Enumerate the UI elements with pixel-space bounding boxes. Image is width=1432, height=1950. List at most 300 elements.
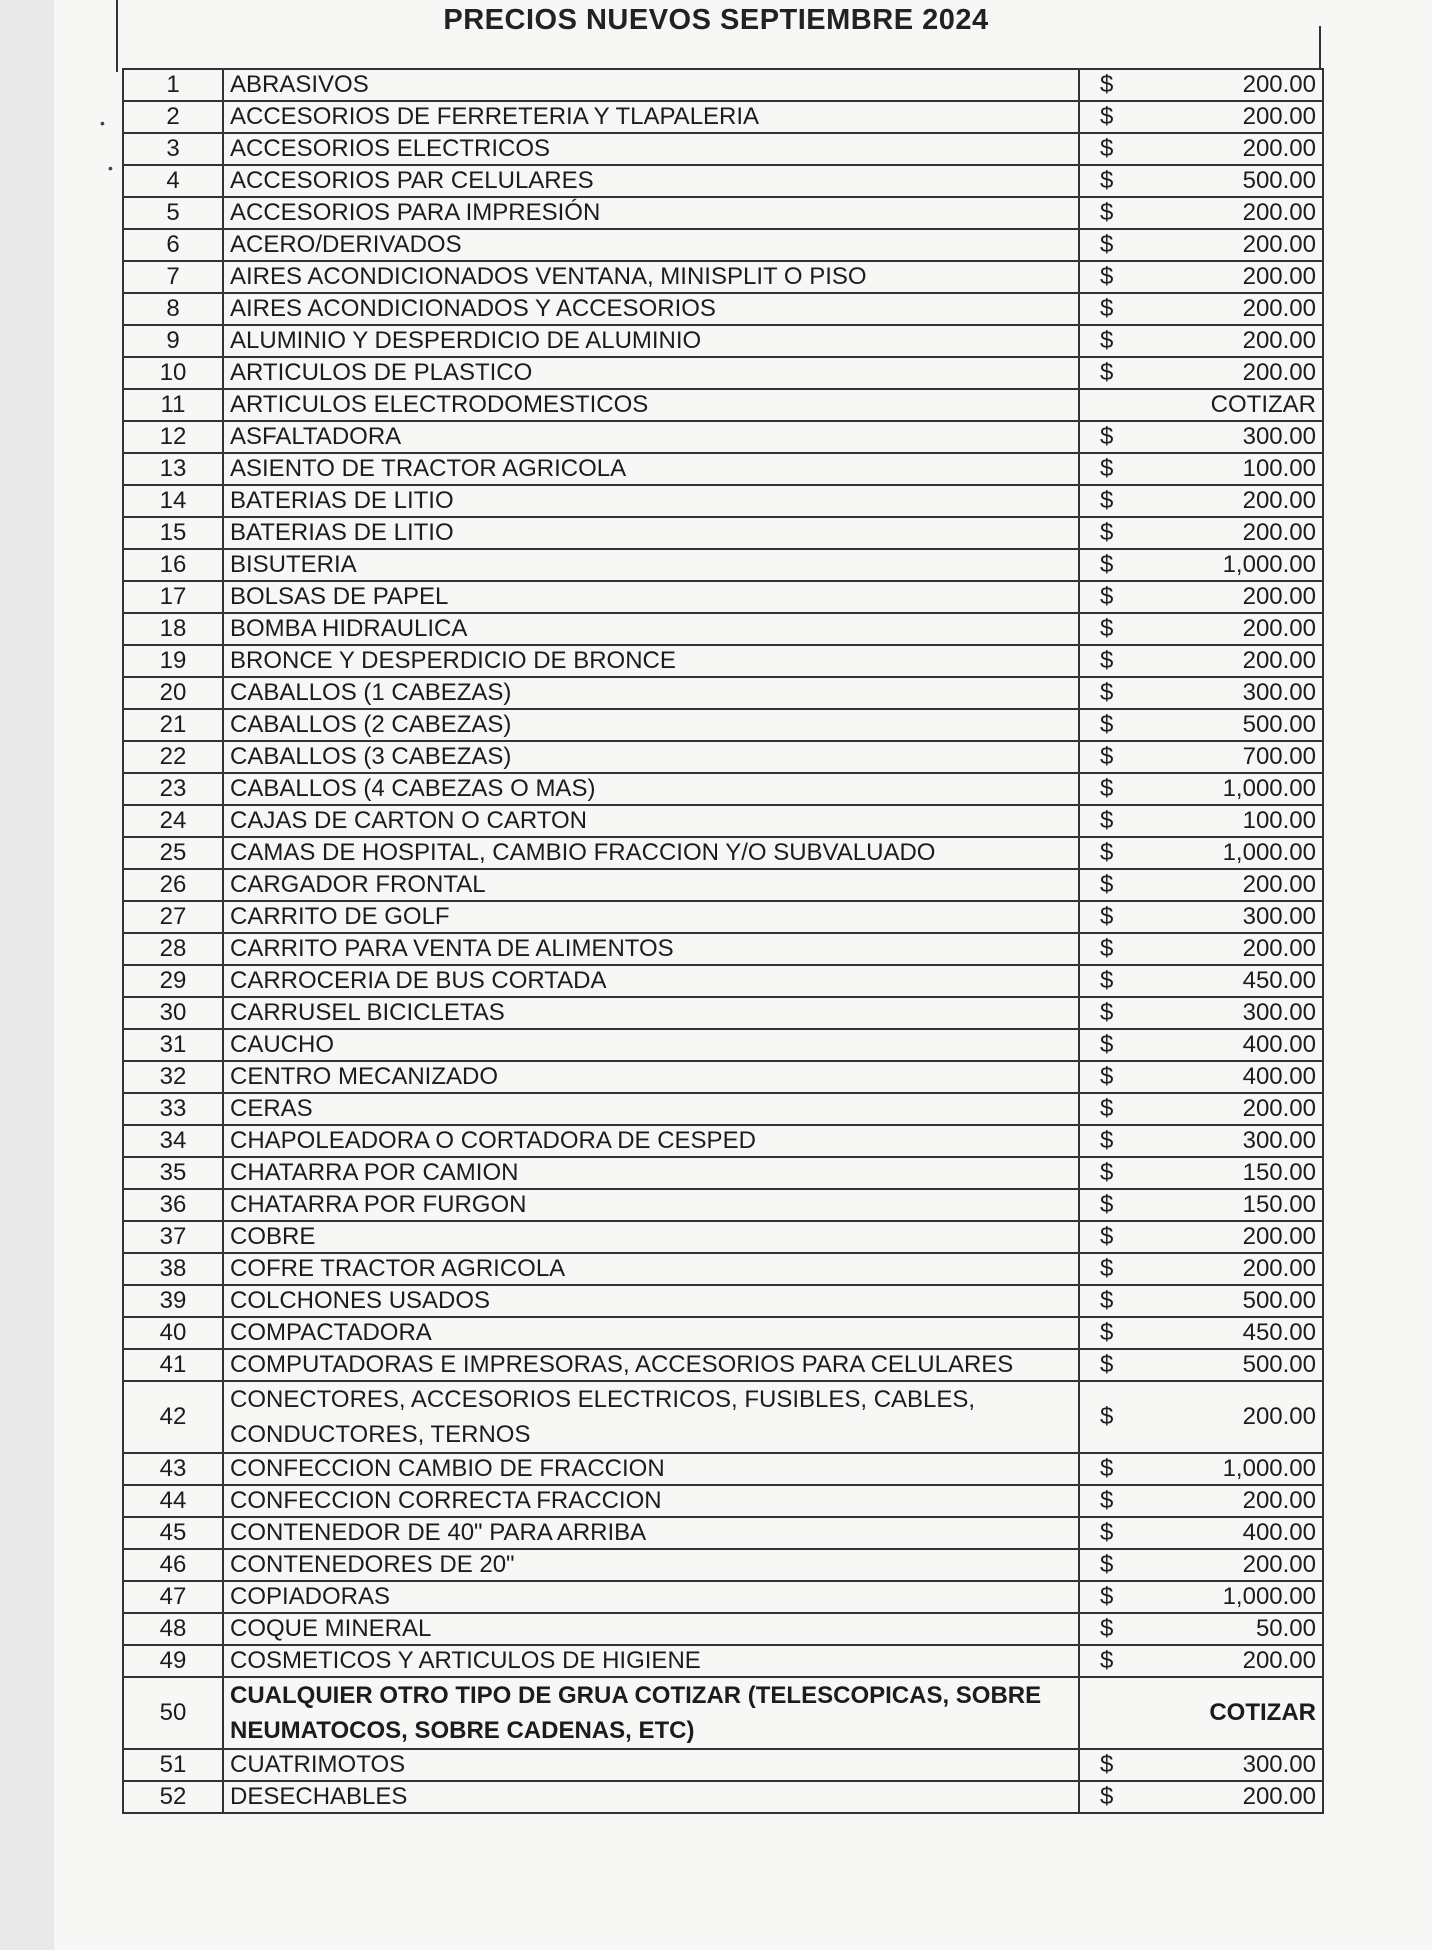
item-price: 1,000.00 [1222,1583,1316,1610]
table-row [123,1093,1323,1125]
item-price-cell [1079,645,1323,677]
right-rule [1319,26,1321,70]
item-price: 300.00 [1242,679,1316,706]
item-description: CAMAS DE HOSPITAL, CAMBIO FRACCION Y/O SUBVALUADO [223,837,1079,869]
currency-symbol: $ [1100,647,1114,674]
price-table [122,68,1324,1814]
item-price-cell [1079,197,1323,229]
currency-symbol: $ [1100,1191,1114,1218]
item-description: COQUE MINERAL [223,1613,1079,1645]
row-number: 34 [123,1125,223,1157]
item-price-cell [1079,325,1323,357]
item-price: 200.00 [1242,935,1316,962]
item-price-cell [1079,1157,1323,1189]
currency-symbol: $ [1100,295,1114,322]
currency-symbol: $ [1100,71,1114,98]
table-row [123,1253,1323,1285]
table-row [123,229,1323,261]
page-title: PRECIOS NUEVOS SEPTIEMBRE 2024 [443,4,989,36]
item-price: 300.00 [1242,903,1316,930]
item-price-cell [1079,1029,1323,1061]
table-row [123,1485,1323,1517]
row-number: 1 [123,69,223,101]
item-price: 200.00 [1242,647,1316,674]
item-price: COTIZAR [1210,391,1316,418]
table-row [123,293,1323,325]
table-row [123,837,1323,869]
table-row [123,1349,1323,1381]
currency-symbol: $ [1100,679,1114,706]
currency-symbol: $ [1100,903,1114,930]
item-description: COMPACTADORA [223,1317,1079,1349]
row-number: 51 [123,1749,223,1781]
item-price-cell [1079,1485,1323,1517]
currency-symbol: $ [1100,1647,1114,1674]
table-row [123,1749,1323,1781]
item-price-cell [1079,453,1323,485]
item-price-cell [1079,613,1323,645]
item-description: ALUMINIO Y DESPERDICIO DE ALUMINIO [223,325,1079,357]
item-price: 200.00 [1242,295,1316,322]
table-row [123,1125,1323,1157]
row-number: 16 [123,549,223,581]
item-price-cell [1079,357,1323,389]
item-price-cell [1079,1381,1323,1453]
row-number: 13 [123,453,223,485]
table-row [123,69,1323,101]
row-number: 39 [123,1285,223,1317]
row-number: 40 [123,1317,223,1349]
table-row [123,1549,1323,1581]
item-description: ACCESORIOS PAR CELULARES [223,165,1079,197]
table-row [123,325,1323,357]
item-description: CHATARRA POR FURGON [223,1189,1079,1221]
row-number: 30 [123,997,223,1029]
currency-symbol: $ [1100,423,1114,450]
row-number: 45 [123,1517,223,1549]
price-table-body [123,69,1323,1813]
currency-symbol: $ [1100,775,1114,802]
row-number: 20 [123,677,223,709]
currency-symbol: $ [1100,1751,1114,1778]
item-description: ASIENTO DE TRACTOR AGRICOLA [223,453,1079,485]
table-row [123,165,1323,197]
table-row [123,805,1323,837]
row-number: 17 [123,581,223,613]
currency-symbol: $ [1100,359,1114,386]
item-description: ACCESORIOS DE FERRETERIA Y TLAPALERIA [223,101,1079,133]
item-description: ACCESORIOS PARA IMPRESIÓN [223,197,1079,229]
item-price: 200.00 [1242,519,1316,546]
item-description: COLCHONES USADOS [223,1285,1079,1317]
row-number: 10 [123,357,223,389]
item-price: 300.00 [1242,1127,1316,1154]
table-row [123,1029,1323,1061]
item-price: 200.00 [1242,1223,1316,1250]
scan-speck: • [108,160,113,176]
item-price: 200.00 [1242,1551,1316,1578]
table-row [123,261,1323,293]
item-description: CUATRIMOTOS [223,1749,1079,1781]
row-number: 38 [123,1253,223,1285]
item-price: 300.00 [1242,1751,1316,1778]
item-description: CARGADOR FRONTAL [223,869,1079,901]
row-number: 23 [123,773,223,805]
item-description: COPIADORAS [223,1581,1079,1613]
item-description: CONECTORES, ACCESORIOS ELECTRICOS, FUSIBLES, CABLES, CONDUCTORES, TERNOS [223,1381,1079,1453]
item-price-cell [1079,1613,1323,1645]
currency-symbol: $ [1100,135,1114,162]
row-number: 35 [123,1157,223,1189]
currency-symbol: $ [1100,967,1114,994]
item-price: 500.00 [1242,1351,1316,1378]
item-price: 100.00 [1242,807,1316,834]
item-price: 200.00 [1242,135,1316,162]
row-number: 4 [123,165,223,197]
row-number: 26 [123,869,223,901]
left-rule [116,0,118,72]
table-row [123,357,1323,389]
item-price-cell [1079,773,1323,805]
table-row [123,613,1323,645]
table-row [123,1645,1323,1677]
table-row [123,1061,1323,1093]
item-price-cell [1079,1517,1323,1549]
item-description: DESECHABLES [223,1781,1079,1813]
row-number: 41 [123,1349,223,1381]
currency-symbol: $ [1100,583,1114,610]
currency-symbol: $ [1100,711,1114,738]
item-description: BATERIAS DE LITIO [223,517,1079,549]
item-price: 150.00 [1242,1159,1316,1186]
item-price: 700.00 [1242,743,1316,770]
item-price-cell [1079,997,1323,1029]
currency-symbol: $ [1100,1255,1114,1282]
item-price-cell [1079,549,1323,581]
table-row [123,1517,1323,1549]
table-row [123,1157,1323,1189]
table-row [123,1453,1323,1485]
item-description: COBRE [223,1221,1079,1253]
item-price-cell [1079,1317,1323,1349]
item-description: CONTENEDORES DE 20" [223,1549,1079,1581]
item-description: BATERIAS DE LITIO [223,485,1079,517]
item-price-cell [1079,933,1323,965]
item-description: COSMETICOS Y ARTICULOS DE HIGIENE [223,1645,1079,1677]
table-row [123,517,1323,549]
item-description: ARTICULOS DE PLASTICO [223,357,1079,389]
item-description: CABALLOS (3 CABEZAS) [223,741,1079,773]
item-description: CONFECCION CORRECTA FRACCION [223,1485,1079,1517]
item-price: 400.00 [1242,1031,1316,1058]
currency-symbol: $ [1100,519,1114,546]
currency-symbol: $ [1100,1487,1114,1514]
item-description: CHAPOLEADORA O CORTADORA DE CESPED [223,1125,1079,1157]
item-price: 200.00 [1242,199,1316,226]
table-row [123,549,1323,581]
item-price-cell [1079,517,1323,549]
item-description: CONTENEDOR DE 40" PARA ARRIBA [223,1517,1079,1549]
table-row [123,389,1323,421]
item-price-cell [1079,741,1323,773]
item-price: 200.00 [1242,1487,1316,1514]
table-row [123,1221,1323,1253]
row-number: 31 [123,1029,223,1061]
item-price-cell [1079,1645,1323,1677]
item-price: 500.00 [1242,167,1316,194]
row-number: 19 [123,645,223,677]
row-number: 50 [123,1677,223,1749]
table-row [123,965,1323,997]
table-row [123,1613,1323,1645]
currency-symbol: $ [1100,743,1114,770]
item-description: BOMBA HIDRAULICA [223,613,1079,645]
currency-symbol: $ [1100,1519,1114,1546]
item-description: ABRASIVOS [223,69,1079,101]
currency-symbol: $ [1100,1583,1114,1610]
item-price-cell [1079,261,1323,293]
currency-symbol: $ [1100,263,1114,290]
item-price-cell [1079,165,1323,197]
currency-symbol: $ [1100,839,1114,866]
row-number: 48 [123,1613,223,1645]
table-row [123,709,1323,741]
item-price: 200.00 [1242,1255,1316,1282]
currency-symbol: $ [1100,1287,1114,1314]
item-price: COTIZAR [1209,1699,1316,1726]
item-price: 200.00 [1242,615,1316,642]
item-price-cell [1079,101,1323,133]
item-description: BISUTERIA [223,549,1079,581]
item-description: CUALQUIER OTRO TIPO DE GRUA COTIZAR (TELESCOPICAS, SOBRE NEUMATOCOS, SOBRE CADENAS, ETC) [223,1677,1079,1749]
table-row [123,933,1323,965]
item-price: 1,000.00 [1222,775,1316,802]
item-price: 200.00 [1242,359,1316,386]
row-number: 15 [123,517,223,549]
currency-symbol: $ [1100,1127,1114,1154]
item-price-cell [1079,677,1323,709]
item-description: CARRITO DE GOLF [223,901,1079,933]
item-price-cell [1079,581,1323,613]
item-description: CARRITO PARA VENTA DE ALIMENTOS [223,933,1079,965]
row-number: 27 [123,901,223,933]
row-number: 47 [123,1581,223,1613]
item-description: CONFECCION CAMBIO DE FRACCION [223,1453,1079,1485]
item-price-cell [1079,837,1323,869]
item-price-cell [1079,485,1323,517]
item-description: COMPUTADORAS E IMPRESORAS, ACCESORIOS PARA CELULARES [223,1349,1079,1381]
item-price: 500.00 [1242,711,1316,738]
item-price-cell [1079,869,1323,901]
scan-speck: • [100,115,105,131]
item-description: CAJAS DE CARTON O CARTON [223,805,1079,837]
table-row [123,101,1323,133]
row-number: 46 [123,1549,223,1581]
item-description: BOLSAS DE PAPEL [223,581,1079,613]
item-price: 50.00 [1255,1615,1316,1642]
item-price: 100.00 [1242,455,1316,482]
item-description: CARRUSEL BICICLETAS [223,997,1079,1029]
item-price-cell [1079,1677,1323,1749]
item-price: 400.00 [1242,1519,1316,1546]
table-row [123,485,1323,517]
currency-symbol: $ [1100,1063,1114,1090]
item-price: 200.00 [1242,263,1316,290]
item-description: BRONCE Y DESPERDICIO DE BRONCE [223,645,1079,677]
row-number: 5 [123,197,223,229]
item-price: 200.00 [1242,1095,1316,1122]
item-description: ASFALTADORA [223,421,1079,453]
currency-symbol: $ [1100,1351,1114,1378]
item-price: 200.00 [1242,487,1316,514]
item-price: 300.00 [1242,999,1316,1026]
item-price: 1,000.00 [1222,551,1316,578]
currency-symbol: $ [1100,1551,1114,1578]
item-price-cell [1079,1093,1323,1125]
item-description: AIRES ACONDICIONADOS VENTANA, MINISPLIT O PISO [223,261,1079,293]
row-number: 52 [123,1781,223,1813]
row-number: 25 [123,837,223,869]
table-row [123,901,1323,933]
row-number: 6 [123,229,223,261]
table-row [123,1189,1323,1221]
currency-symbol: $ [1100,231,1114,258]
item-price-cell [1079,1549,1323,1581]
item-price: 200.00 [1242,1783,1316,1810]
item-price-cell [1079,1061,1323,1093]
item-description: CHATARRA POR CAMION [223,1157,1079,1189]
item-description: CERAS [223,1093,1079,1125]
item-price-cell [1079,389,1323,421]
row-number: 49 [123,1645,223,1677]
row-number: 14 [123,485,223,517]
currency-symbol: $ [1100,199,1114,226]
currency-symbol: $ [1100,1615,1114,1642]
row-number: 3 [123,133,223,165]
table-row [123,421,1323,453]
row-number: 42 [123,1381,223,1453]
item-price-cell [1079,1581,1323,1613]
row-number: 28 [123,933,223,965]
row-number: 32 [123,1061,223,1093]
item-price: 150.00 [1242,1191,1316,1218]
table-row [123,1317,1323,1349]
currency-symbol: $ [1100,455,1114,482]
item-description: ACCESORIOS ELECTRICOS [223,133,1079,165]
row-number: 18 [123,613,223,645]
item-price-cell [1079,293,1323,325]
row-number: 21 [123,709,223,741]
table-row [123,741,1323,773]
table-row [123,133,1323,165]
table-row [123,1677,1323,1749]
currency-symbol: $ [1100,103,1114,130]
row-number: 33 [123,1093,223,1125]
item-price: 400.00 [1242,1063,1316,1090]
item-price-cell [1079,69,1323,101]
item-price: 200.00 [1242,871,1316,898]
item-price-cell [1079,1189,1323,1221]
row-number: 12 [123,421,223,453]
item-price-cell [1079,1453,1323,1485]
item-price-cell [1079,965,1323,997]
item-price: 200.00 [1242,71,1316,98]
item-price: 200.00 [1242,103,1316,130]
row-number: 11 [123,389,223,421]
item-price-cell [1079,1125,1323,1157]
row-number: 8 [123,293,223,325]
item-price: 450.00 [1242,1319,1316,1346]
item-price-cell [1079,421,1323,453]
item-description: COFRE TRACTOR AGRICOLA [223,1253,1079,1285]
item-description: ACERO/DERIVADOS [223,229,1079,261]
item-description: CABALLOS (2 CABEZAS) [223,709,1079,741]
item-price: 1,000.00 [1222,1455,1316,1482]
currency-symbol: $ [1100,327,1114,354]
item-price-cell [1079,709,1323,741]
table-row [123,997,1323,1029]
item-description: CAUCHO [223,1029,1079,1061]
item-description: CARROCERIA DE BUS CORTADA [223,965,1079,997]
table-row [123,1781,1323,1813]
item-description: AIRES ACONDICIONADOS Y ACCESORIOS [223,293,1079,325]
currency-symbol: $ [1100,999,1114,1026]
table-row [123,677,1323,709]
row-number: 22 [123,741,223,773]
item-price: 200.00 [1242,1403,1316,1430]
table-row [123,581,1323,613]
currency-symbol: $ [1100,487,1114,514]
item-description: ARTICULOS ELECTRODOMESTICOS [223,389,1079,421]
row-number: 44 [123,1485,223,1517]
item-price: 200.00 [1242,583,1316,610]
item-price: 450.00 [1242,967,1316,994]
item-price-cell [1079,1221,1323,1253]
table-row [123,1581,1323,1613]
table-row [123,453,1323,485]
item-price: 200.00 [1242,231,1316,258]
item-description: CABALLOS (1 CABEZAS) [223,677,1079,709]
table-row [123,869,1323,901]
item-price-cell [1079,229,1323,261]
item-price: 200.00 [1242,327,1316,354]
row-number: 43 [123,1453,223,1485]
item-price-cell [1079,1349,1323,1381]
item-price-cell [1079,1781,1323,1813]
item-description: CENTRO MECANIZADO [223,1061,1079,1093]
row-number: 9 [123,325,223,357]
row-number: 7 [123,261,223,293]
table-row [123,645,1323,677]
row-number: 36 [123,1189,223,1221]
currency-symbol: $ [1100,1319,1114,1346]
item-price: 1,000.00 [1222,839,1316,866]
item-description: CABALLOS (4 CABEZAS O MAS) [223,773,1079,805]
item-price-cell [1079,1749,1323,1781]
item-price-cell [1079,901,1323,933]
item-price: 500.00 [1242,1287,1316,1314]
currency-symbol: $ [1100,871,1114,898]
table-row [123,197,1323,229]
currency-symbol: $ [1100,551,1114,578]
row-number: 2 [123,101,223,133]
currency-symbol: $ [1100,1455,1114,1482]
currency-symbol: $ [1100,935,1114,962]
currency-symbol: $ [1100,1031,1114,1058]
item-price-cell [1079,1253,1323,1285]
currency-symbol: $ [1100,1159,1114,1186]
row-number: 29 [123,965,223,997]
